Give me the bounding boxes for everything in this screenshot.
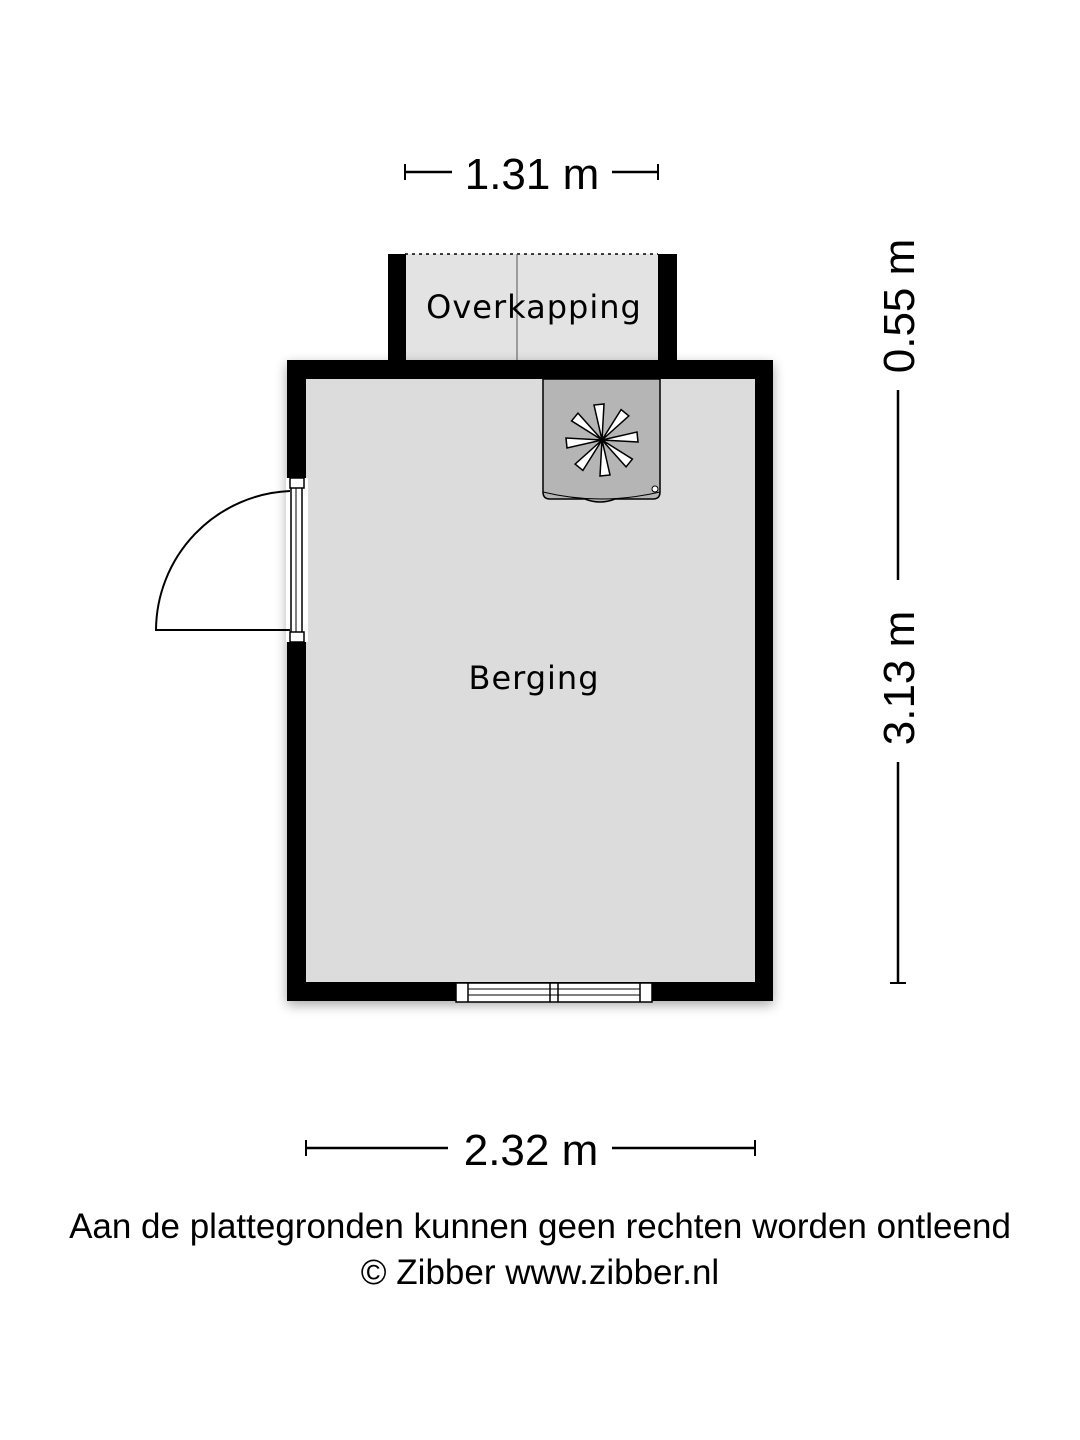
overkapping-area bbox=[388, 254, 677, 366]
boiler-fan-icon bbox=[543, 379, 660, 502]
dimension-bottom-label: 2.32 m bbox=[463, 1126, 599, 1175]
disclaimer-text: Aan de plattegronden kunnen geen rechten worden ontleend bbox=[69, 1207, 1011, 1246]
door bbox=[156, 478, 308, 642]
copyright-text: © Zibber www.zibber.nl bbox=[360, 1253, 720, 1292]
room-label-berging: Berging bbox=[468, 659, 600, 697]
dimension-right bbox=[875, 239, 924, 983]
window-icon bbox=[456, 983, 652, 1002]
dimension-top-label: 1.31 m bbox=[464, 150, 600, 199]
dimension-bottom bbox=[306, 1126, 755, 1175]
dimension-top bbox=[405, 150, 658, 199]
door-swing-icon bbox=[156, 491, 290, 630]
dimension-right-lower-label: 3.13 m bbox=[875, 610, 924, 746]
dimension-right-upper-label: 0.55 m bbox=[875, 238, 924, 374]
room-label-overkapping: Overkapping bbox=[426, 288, 642, 326]
